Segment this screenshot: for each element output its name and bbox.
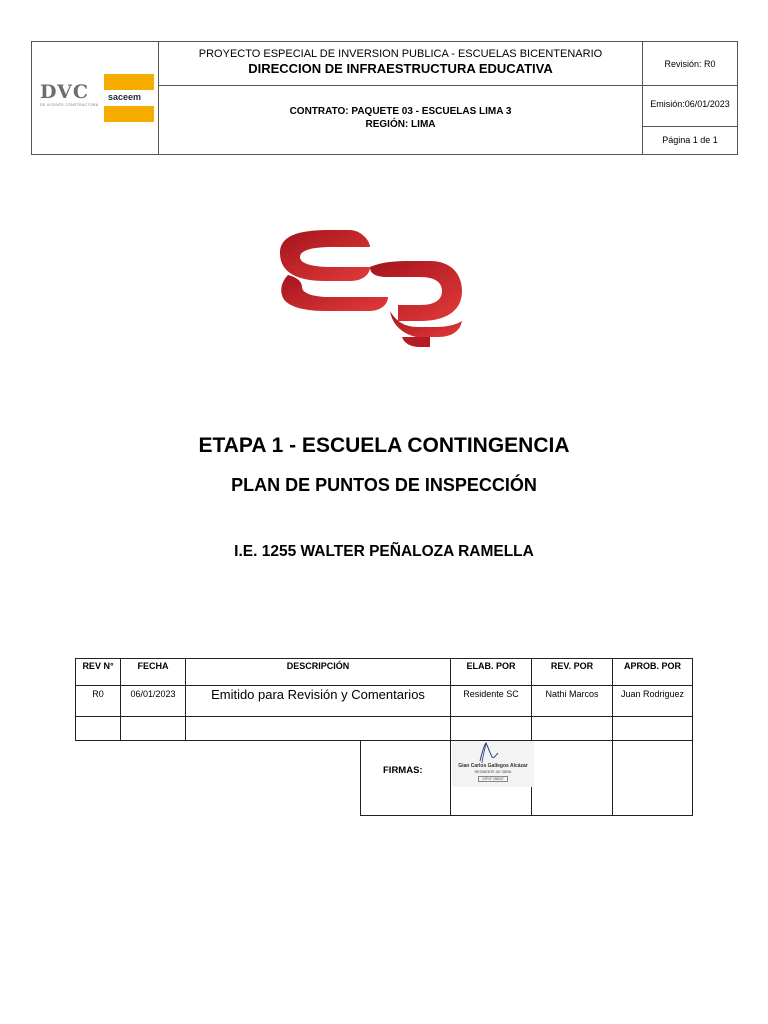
table-cell-rev: R0 [75, 685, 121, 717]
table-cell-description: Emitido para Revisión y Comentarios [185, 685, 451, 717]
contract-text: CONTRATO: PAQUETE 03 - ESCUELAS LIMA 3 [289, 106, 512, 117]
signer-role: RESIDENTE DE OBRA [474, 770, 512, 774]
project-name: PROYECTO ESPECIAL DE INVERSION PUBLICA - ESCUELAS BICENTENARIO [198, 48, 603, 60]
school-title: I.E. 1255 WALTER PEÑALOZA RAMELLA [234, 543, 534, 560]
table-cell-approved: Juan Rodriguez [612, 685, 693, 717]
table-cell-empty [531, 716, 613, 741]
direction-name: DIRECCION DE INFRAESTRUCTURA EDUCATIVA [248, 61, 553, 76]
table-cell-empty [120, 716, 186, 741]
table-cell-reviewed: Nathi Marcos [531, 685, 613, 717]
header-elaborated-by: ELAB. POR [450, 658, 532, 686]
stage-title: ETAPA 1 - ESCUELA CONTINGENCIA [198, 434, 570, 457]
signer-name: Gian Carlos Gallegos Alcázar [458, 763, 528, 769]
table-cell-empty [185, 716, 451, 741]
saceem-bar-top [104, 74, 154, 90]
page-number: Página 1 de 1 [662, 135, 718, 145]
header-description: DESCRIPCIÓN [185, 658, 451, 686]
emission-date: Emisión:06/01/2023 [643, 86, 737, 127]
saceem-bar-bottom [104, 106, 154, 122]
dvc-logo [40, 82, 102, 107]
table-cell-elaborated: Residente SC [450, 685, 532, 717]
header-title-cell [159, 42, 643, 86]
header-rev-no: REV N° [75, 658, 121, 686]
handwritten-signature-icon [452, 741, 534, 765]
table-cell-empty [450, 716, 532, 741]
header-contract-cell [159, 86, 643, 154]
header-date: FECHA [120, 658, 186, 686]
saceem-logo [104, 74, 154, 122]
books-logo-icon [270, 225, 466, 351]
logo-cell [32, 42, 159, 154]
table-cell-empty [612, 716, 693, 741]
table-cell-empty [75, 716, 121, 741]
signatures-label: FIRMAS: [360, 740, 451, 816]
dvc-logo-text: DVC [40, 81, 90, 103]
region-text: REGIÓN: LIMA [365, 119, 436, 130]
header-approved-by: APROB. POR [612, 658, 693, 686]
plan-title: PLAN DE PUNTOS DE INSPECCIÓN [231, 475, 537, 495]
dvc-logo-subtitle: DE VICENTE CONSTRUCTORA [40, 103, 99, 107]
document-header [31, 41, 738, 155]
revision-code: Revisión: R0 [643, 42, 737, 86]
table-cell-date: 06/01/2023 [120, 685, 186, 717]
signature-reviewed-cell [531, 740, 613, 816]
signature-stamp [452, 741, 534, 787]
header-reviewed-by: REV. POR [531, 658, 613, 686]
saceem-logo-text: saceem [108, 92, 142, 102]
signature-approved-cell [612, 740, 693, 816]
signer-seal: CIP N° 155247 [478, 776, 508, 782]
